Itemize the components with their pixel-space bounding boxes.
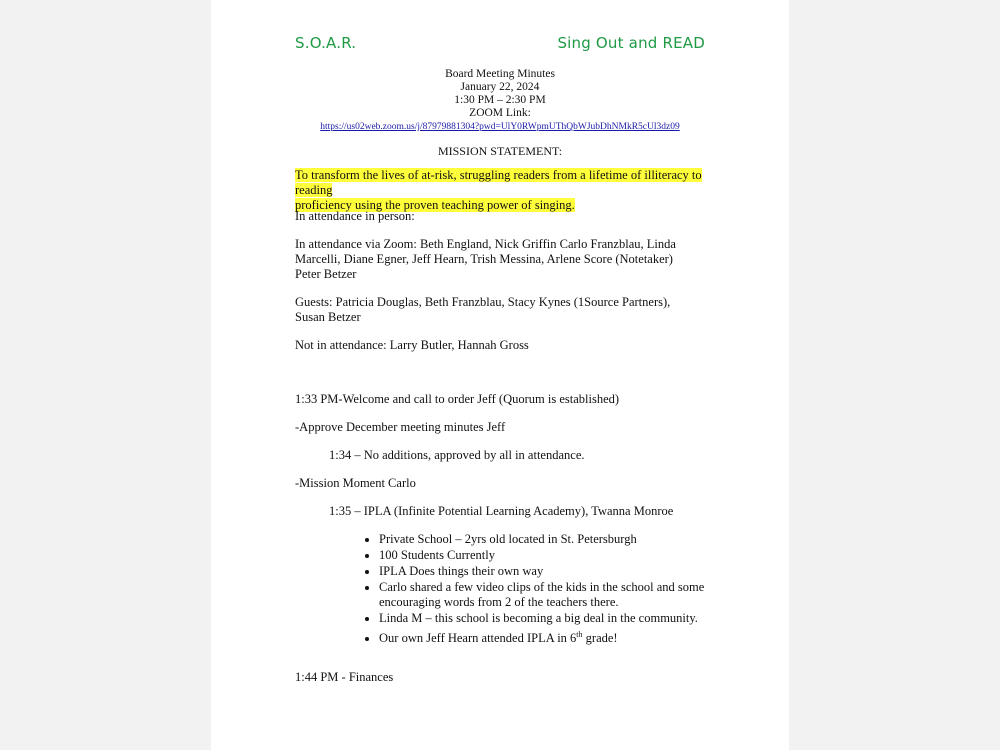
meeting-title: Board Meeting Minutes — [445, 68, 555, 80]
meeting-info — [211, 68, 789, 134]
mission-line-2: proficiency using the proven teaching power of singing. — [295, 198, 575, 212]
guests-line: Susan Betzer — [295, 310, 361, 324]
guests-line: Guests: Patricia Douglas, Beth Franzblau, Stacy Kynes (1Source Partners), — [295, 295, 671, 309]
org-acronym: S.O.A.R. — [295, 34, 357, 52]
not-in-attendance: Not in attendance: Larry Butler, Hannah Gross — [295, 338, 529, 352]
ordinal-suffix: th — [576, 630, 583, 639]
agenda-approve-note: 1:34 – No additions, approved by all in attendance. — [329, 448, 585, 462]
agenda-finances: 1:44 PM - Finances — [295, 670, 394, 684]
list-item: • Private School – 2yrs old located in St. Petersburgh — [379, 532, 719, 547]
meeting-date: January 22, 2024 — [460, 81, 540, 93]
attendance-in-person: In attendance in person: — [295, 209, 415, 223]
attendance-zoom-line: In attendance via Zoom: Beth England, Nick Griffin Carlo Franzblau, Linda — [295, 237, 676, 251]
list-item: • Linda M – this school is becoming a big deal in the community. — [379, 611, 719, 626]
mission-statement — [295, 168, 715, 213]
agenda-approve: -Approve December meeting minutes Jeff — [295, 420, 506, 434]
list-item: • Carlo shared a few video clips of the kids in the school and some encouraging words from 2 of the teachers there. — [379, 580, 719, 610]
agenda-mission-moment: -Mission Moment Carlo — [295, 476, 416, 490]
meeting-time: 1:30 PM – 2:30 PM — [454, 94, 546, 106]
agenda-ipla: 1:35 – IPLA (Infinite Potential Learning Academy), Twanna Monroe — [329, 504, 674, 518]
mission-line-1: To transform the lives of at-risk, struggling readers from a lifetime of illiteracy to reading — [295, 168, 702, 197]
attendance-zoom-line: Peter Betzer — [295, 267, 357, 281]
attendance-zoom — [295, 237, 715, 282]
attendance-zoom-line: Marcelli, Diane Egner, Jeff Hearn, Trish Messina, Arlene Score (Notetaker) — [295, 252, 673, 266]
bullet-text: grade! — [582, 631, 618, 646]
org-name: Sing Out and READ — [557, 34, 705, 52]
zoom-label: ZOOM Link: — [469, 107, 531, 119]
list-item — [379, 627, 719, 646]
agenda-welcome: 1:33 PM-Welcome and call to order Jeff (Quorum is established) — [295, 392, 620, 406]
bullet-text: Our own Jeff Hearn attended IPLA in 6 — [379, 631, 577, 646]
mission-heading: MISSION STATEMENT: — [437, 144, 563, 158]
list-item: • IPLA Does things their own way — [379, 564, 719, 579]
list-item: • 100 Students Currently — [379, 548, 719, 563]
document-page — [211, 0, 789, 750]
zoom-link[interactable]: https://us02web.zoom.us/j/87979881304?pwd=UlY0RWpmUThQbWJubDhNMkR5cUl3dz09 — [320, 122, 680, 132]
guests — [295, 295, 715, 325]
ipla-bullet-list — [361, 532, 719, 647]
